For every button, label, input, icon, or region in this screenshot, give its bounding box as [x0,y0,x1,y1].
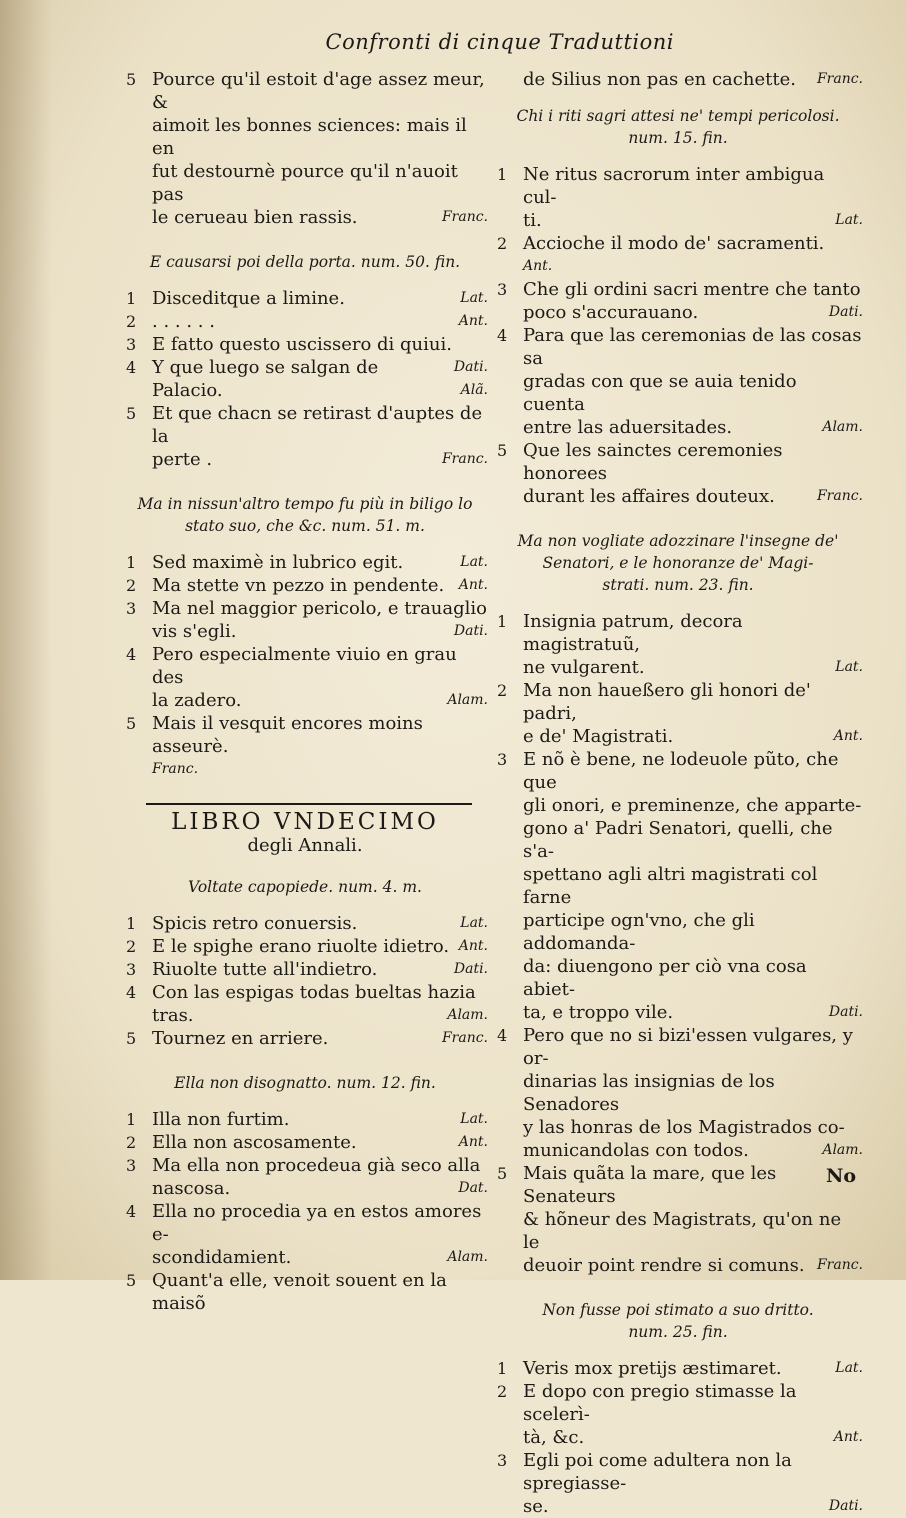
group-3 [122,912,488,1050]
translator-source: Franc. [152,761,199,777]
heading-line: Chi i riti sagri attesi ne' tempi pericolosi. [516,107,840,125]
section-heading: Voltate capopiede. num. 4. m. [188,878,422,896]
entry [122,958,488,981]
translator-source: Ant. [458,577,488,593]
entry-number: 5 [126,404,137,423]
entry-number: 5 [126,70,137,89]
translator-source: Ant. [833,728,863,744]
entry-number: 4 [126,983,137,1002]
translator-source: Dati. [453,961,488,977]
translator-source: Franc. [816,1257,863,1273]
entry-text: Disceditque a limine. [152,288,345,309]
translator-source: Franc. [816,488,863,504]
heading-line: Senatori, e le honoranze de' Magi- [542,554,814,572]
translator-source: Alam. [822,419,863,435]
translator-source: Franc. [816,71,863,87]
entry-continuation: scondidamient. Alam. [152,1247,488,1268]
entry-text: Ella non ascosamente. [152,1132,357,1153]
entry-number: 1 [497,612,508,631]
translator-source: Alam. [447,1249,488,1265]
translator-source: Lat. [460,915,488,931]
group-3 [493,1357,863,1518]
entry-text: Ma nel maggior pericolo, e trauaglio [152,598,488,619]
translator-source: Ant. [458,313,488,329]
entry-continuation: durant les affaires douteux. Franc. [523,486,863,507]
entry [493,232,863,278]
entry-text: Ne ritus sacrorum inter ambigua cul- [523,164,825,208]
translator-source: Ant. [458,938,488,954]
entry-number: 3 [126,1156,137,1175]
translator-source: Dati. [453,359,488,375]
translator-source: Alam. [822,1142,863,1158]
entry-text: E fatto questo uscissero di quiui. [152,334,452,355]
entry [122,712,488,781]
entry-continuation: da: diuengono per ciò vna cosa abiet- [523,956,807,1000]
entry-text: Et que chacn se retirast d'auptes de la [152,403,483,447]
heading-line: Ma in nissun'altro tempo fu più in biligo lo [137,495,473,513]
entry [493,324,863,439]
entry [122,1027,488,1050]
entry-text: Ma ella non procedeua già seco alla [152,1155,481,1176]
entry-text: Quant'a elle, venoit souent en la maisõ [152,1270,447,1314]
entry [493,748,863,1024]
section-heading [499,1299,857,1343]
translator-source: Franc. [441,451,488,467]
entry-text: E dopo con pregio stimasse la scelerì- [523,1381,797,1425]
entry-continuation: gli onori, e preminenze, che apparte- [523,795,862,816]
heading-line: stato suo, che &c. num. 51. m. [185,517,425,535]
entry [122,1200,488,1269]
section-heading: E causarsi poi della porta. num. 50. fin. [149,253,461,271]
entry [122,597,488,643]
section-heading: Ella non disognatto. num. 12. fin. [174,1074,436,1092]
entry [122,287,488,310]
entry-number: 2 [497,234,508,253]
entry [493,610,863,679]
entry-text: Che gli ordini sacri mentre che tanto [523,279,861,300]
entry-text: Veris mox pretijs æstimaret. [523,1358,782,1379]
entry [122,551,488,574]
group-1 [493,163,863,508]
entry-continued [493,68,863,91]
entry-number: 3 [497,280,508,299]
heading-line: Ma non vogliate adozzinare l'insegne de' [517,532,839,550]
book-divider-rule [146,803,472,805]
entry [122,574,488,597]
entry-continuation: gono a' Padri Senatori, quelli, che s'a- [523,818,833,862]
entry-number: 5 [126,1271,137,1290]
catchword: No [825,1165,856,1187]
entry-number: 1 [497,165,508,184]
entry-continuation: la zadero. Alam. [152,690,488,711]
translator-source: Lat. [835,212,863,228]
entry-continuation: entre las aduersitades. Alam. [523,417,863,438]
entry [493,439,863,508]
entry [122,912,488,935]
entry [122,981,488,1027]
entry-number: 4 [126,358,137,377]
group-2 [122,551,488,781]
entry-number: 3 [497,750,508,769]
left-column [122,68,488,1315]
translator-source: Franc. [441,209,488,225]
entry [493,1162,863,1277]
entry-text: Ma non haueßero gli honori de' padri, [523,680,811,724]
entry-continuation: perte . Franc. [152,449,488,470]
entry-continuation: nascosa. Dat. [152,1178,488,1199]
right-column [493,68,863,1518]
entry-number: 2 [497,1382,508,1401]
entry-number: 5 [126,1029,137,1048]
entry-text: Mais quãta la mare, que les Senateurs [523,1163,777,1207]
entry-text: Con las espigas todas bueltas hazia [152,982,476,1003]
entry-continuation: vis s'egli. Dati. [152,621,488,642]
entry-number: 1 [497,1359,508,1378]
entry-text: de Silius non pas en cachette. [523,69,796,90]
entry-number: 1 [126,1110,137,1129]
entry-text: Egli poi come adultera non la spregiasse- [523,1450,792,1494]
entry-continuation: se. Dati. [523,1496,863,1517]
entry-text: Tournez en arriere. [152,1028,329,1049]
entry-text: Mais il vesquit encores moins asseurè. [152,713,423,757]
entry [122,643,488,712]
entry-text: Y que luego se salgan de Palacio. [152,357,379,401]
entry-text: Riuolte tutte all'indietro. [152,959,378,980]
entry-number: 2 [126,937,137,956]
entry-line: Pource qu'il estoit d'age assez meur, & [152,69,485,113]
group-4 [122,1108,488,1315]
translator-source: Dat. [458,1180,488,1196]
entry-text: Insignia patrum, decora magistratuũ, [523,611,743,655]
entry-line: le cerueau bien rassis. Franc. [152,207,488,228]
heading-line: num. 25. fin. [628,1323,728,1341]
entry-number: 2 [126,1133,137,1152]
entry-continuation: poco s'accurauano. Dati. [523,302,863,323]
entry-number: 5 [497,441,508,460]
translator-source: Lat. [835,1360,863,1376]
entry-continuation: e de' Magistrati. Ant. [523,726,863,747]
translator-source: Dati. [453,623,488,639]
entry-top [122,68,488,229]
entry-continuation: deuoir point rendre si comuns. Franc. [523,1255,863,1276]
entry-number: 4 [497,326,508,345]
entry-continuation: & hõneur des Magistrats, qu'on ne le [523,1209,842,1253]
entry-continuation: dinarias las insignias de los Senadores [523,1071,775,1115]
entry [122,1154,488,1200]
entry-text: . . . . . . [152,311,215,332]
group-1 [122,287,488,471]
entry [122,310,488,333]
heading-line: strati. num. 23. fin. [602,576,754,594]
entry-text: Ella no procedia ya en estos amores e- [152,1201,482,1245]
translator-source: Alã. [460,382,488,398]
translator-source: Lat. [460,554,488,570]
entry-text: E nõ è bene, ne lodeuole pũto, che que [523,749,839,793]
translator-source: Ant. [523,258,553,274]
entry-continuation: gradas con que se auia tenido cuenta [523,371,797,415]
entry-number: 4 [497,1026,508,1045]
entry-number: 5 [126,714,137,733]
book-subtitle: degli Annali. [247,835,363,856]
entry-number: 1 [126,914,137,933]
entry-continuation: spettano agli altri magistrati col farne [523,864,818,908]
entry-text: Que les sainctes ceremonies honorees [523,440,783,484]
entry [493,1357,863,1380]
entry [493,1024,863,1162]
translator-source: Alam. [447,692,488,708]
entry [122,935,488,958]
entry-continuation: ti. Lat. [523,210,863,231]
translator-source: Lat. [835,659,863,675]
entry-number: 1 [126,289,137,308]
section-heading [499,105,857,149]
entry-text: E le spighe erano riuolte idietro. [152,936,450,957]
entry-text: Ma stette vn pezzo in pendente. [152,575,445,596]
entry [493,278,863,324]
translator-source: Dati. [828,1498,863,1514]
entry-text: Pero especialmente viuio en grau des [152,644,457,688]
entry-continuation: ne vulgarent. Lat. [523,657,863,678]
translator-source: Lat. [460,290,488,306]
entry [493,1380,863,1449]
entry-number: 2 [126,312,137,331]
entry-number: 3 [126,599,137,618]
entry-continuation: municandolas con todos. Alam. [523,1140,863,1161]
entry-number: 2 [497,681,508,700]
translator-source: Ant. [833,1429,863,1445]
entry-text: Sed maximè in lubrico egit. [152,552,404,573]
translator-source: Lat. [460,1111,488,1127]
entry [493,679,863,748]
entry-number: 4 [126,645,137,664]
entry-text: Illa non furtim. [152,1109,290,1130]
entry [122,1131,488,1154]
section-heading [128,493,482,537]
heading-line: Non fusse poi stimato a suo dritto. [542,1301,814,1319]
entry-continuation: participe ogn'vno, che gli addomanda- [523,910,755,954]
entry-text: Spicis retro conuersis. [152,913,358,934]
entry-line: aimoit les bonnes sciences: mais il en [152,115,467,159]
translator-source: Franc. [441,1030,488,1046]
entry-continuation: tras. Alam. [152,1005,488,1026]
entry [122,1269,488,1315]
page-gutter-shadow [0,0,52,1280]
entry-continuation: tà, &c. Ant. [523,1427,863,1448]
running-header: Confronti di cinque Traduttioni [325,30,674,54]
translator-source: Alam. [447,1007,488,1023]
translator-source: Ant. [458,1134,488,1150]
entry [122,402,488,471]
book-title: LIBRO VNDECIMO [171,809,439,835]
entry-number: 5 [497,1164,508,1183]
translator-source: Dati. [828,304,863,320]
entry [493,1449,863,1518]
entry [122,356,488,402]
entry-continuation: y las honras de los Magistrados co- [523,1117,845,1138]
group-2 [493,610,863,1277]
heading-line: num. 15. fin. [628,129,728,147]
entry-number: 4 [126,1202,137,1221]
entry-number: 1 [126,553,137,572]
translator-source: Dati. [828,1004,863,1020]
entry [122,1108,488,1131]
entry-number: 2 [126,576,137,595]
entry-number: 3 [126,335,137,354]
entry-continuation: ta, e troppo vile. Dati. [523,1002,863,1023]
entry [122,333,488,375]
entry-number: 3 [126,960,137,979]
entry [493,163,863,232]
entry-text: Para que las ceremonias de las cosas sa [523,325,862,369]
section-heading [499,530,857,596]
entry-number: 3 [497,1451,508,1470]
entry-text: Pero que no si bizi'essen vulgares, y or- [523,1025,853,1069]
entry-text: Accioche il modo de' sacramenti. [523,233,825,254]
entry-line: fut destournè pource qu'il n'auoit pas [152,161,458,205]
